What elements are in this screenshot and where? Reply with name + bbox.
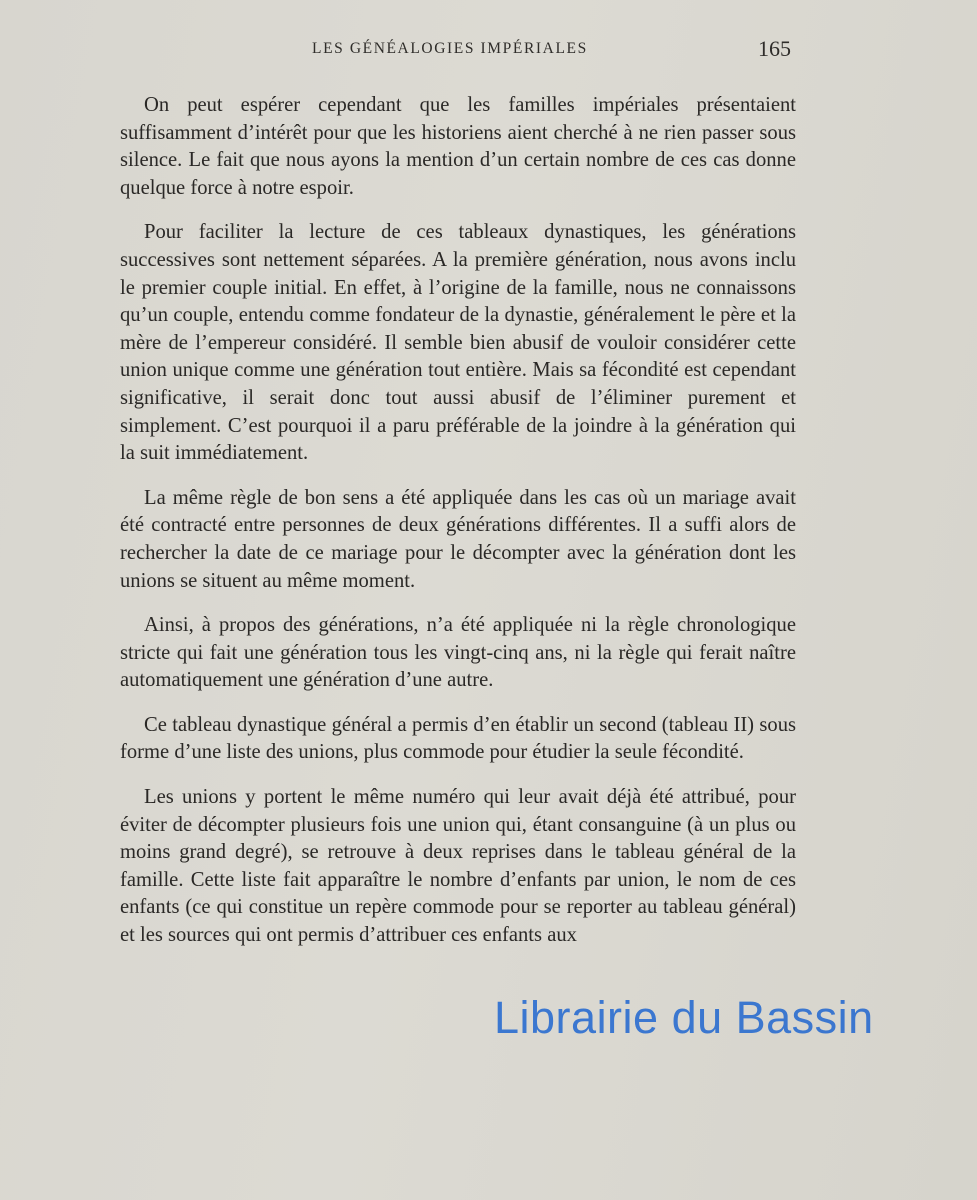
paragraph: On peut espérer cependant que les familles impériales présentaient suffisamment d’intérêt pour que les historiens aient cherché à ne rien passer sous silence. Le fait que nous ayons la mention d’un certain nombre de ces cas donne quelque force à notre espoir. [120, 94, 796, 199]
running-head: LES GÉNÉALOGIES IMPÉRIALES [312, 40, 588, 57]
paragraph: Ainsi, à propos des générations, n’a été appliquée ni la règle chronologique stricte qui fait une génération tous les vingt-cinq ans, ni la règle qui ferait naître automatiquement une génération d’une autre. [120, 614, 796, 692]
body-text [120, 92, 796, 967]
paragraph: La même règle de bon sens a été appliquée dans les cas où un mariage avait été contracté entre personnes de deux générations différentes. Il a suffi alors de rechercher la date de ce mariage pour le décompter avec la génération dont les unions se situent au même moment. [120, 486, 796, 592]
paragraph: Pour faciliter la lecture de ces tableaux dynastiques, les générations successives sont nettement séparées. A la première génération, nous avons inclu le premier couple initial. En effet, à l’origine de la famille, nous ne connaissons qu’un couple, entendu comme fondateur de la dynastie, généralement le père et la mère de l’empereur considéré. Il semble bien abusif de vouloir considérer cette union unique comme une génération tout entière. Mais sa fécondité est cependant significative, il serait donc tout aussi abusif de l’éliminer purement et simplement. C’est pourquoi il a paru préférable de la joindre à la génération qui la suit immédiatement. [120, 221, 796, 465]
paragraph: Les unions y portent le même numéro qui leur avait déjà été attribué, pour éviter de décompter plusieurs fois une union qui, étant consanguine (à un plus ou moins grand degré), se retrouve à deux reprises dans le tableau général de la famille. Cette liste fait apparaître le nombre d’enfants par union, le nom de ces enfants (ce qui constitue un repère commode pour se reporter au tableau général) et les sources qui ont permis d’attribuer ces enfants aux [120, 786, 796, 947]
page-number: 165 [758, 36, 791, 61]
paragraph: Ce tableau dynastique général a permis d’en établir un second (tableau II) sous forme d’une liste des unions, plus commode pour étudier la seule fécondité. [120, 713, 796, 764]
watermark: Librairie du Bassin [494, 992, 874, 1043]
